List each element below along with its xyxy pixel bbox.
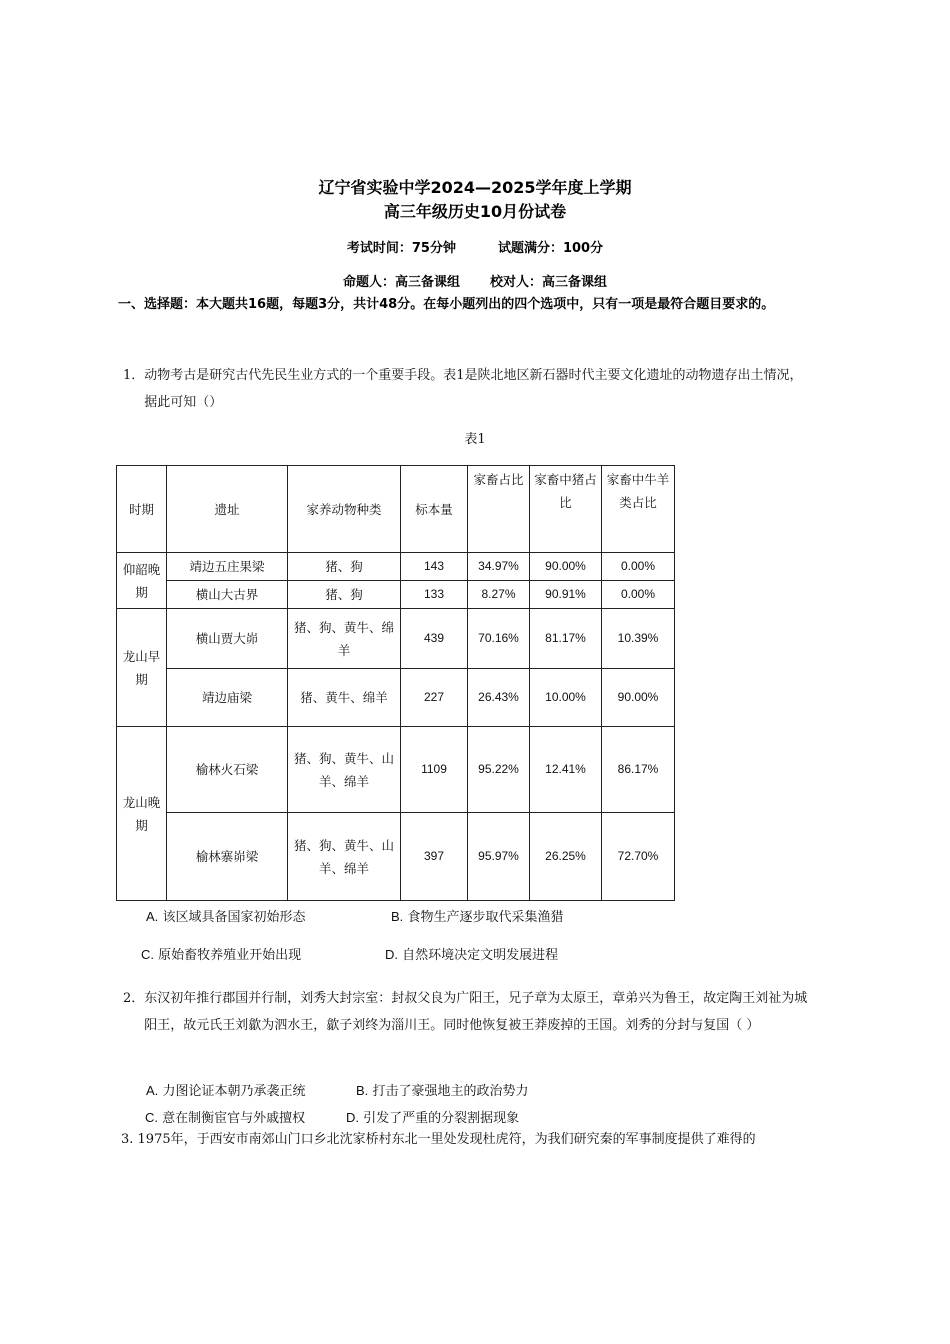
livestock-cell: 95.22% [468,727,530,813]
count-cell: 133 [401,581,468,609]
header-cell: 家畜占比 [468,466,530,553]
cattle-sheep-cell: 72.70% [602,813,675,901]
q2-option-a[interactable] [146,1080,305,1099]
option-text: 力图论证本朝乃承袭正统 [162,1084,306,1099]
animals-cell: 猪、狗 [288,553,401,581]
option-letter: D. [385,947,398,962]
table-row [117,727,675,813]
option-letter: A. [146,1083,159,1098]
author: 命题人：高三备课组 [342,275,460,290]
question-number: 2． [123,991,145,1006]
full-score: 试题满分：100分 [497,241,604,256]
exam-meta [0,237,950,256]
animals-cell: 猪、狗、黄牛、绵羊 [288,609,401,669]
animals-cell: 猪、狗、黄牛、山羊、绵羊 [288,813,401,901]
q1-option-c[interactable] [141,944,301,963]
site-cell: 榆林寨峁梁 [167,813,288,901]
livestock-cell: 26.43% [468,669,530,727]
table-row [117,669,675,727]
exam-time: 考试时间：75分钟 [346,241,456,256]
animals-cell: 猪、黄牛、绵羊 [288,669,401,727]
q1-option-d[interactable] [385,944,558,963]
table-row [117,581,675,609]
title-line-1: 辽宁省实验中学2024—2025学年度上学期 [318,178,632,197]
question-2 [123,985,813,1039]
pig-cell: 90.91% [530,581,602,609]
question-stem: 动物考古是研究古代先民生业方式的一个重要手段。表1是陕北地区新石器时代主要文化遗址的动物遗存出土情况，据此可知（） [144,368,803,410]
option-text: 自然环境决定文明发展进程 [402,948,559,963]
header-cell: 家畜中牛羊类占比 [602,466,675,553]
header-cell: 遗址 [167,466,288,553]
livestock-cell: 8.27% [468,581,530,609]
pig-cell: 10.00% [530,669,602,727]
question-stem: 东汉初年推行郡国并行制，刘秀大封宗室：封叔父良为广阳王，兄子章为太原王，章弟兴为鲁王，故定陶王刘祉为城阳王，故元氏王刘歙为泗水王，歙子刘终为淄川王。同时他恢复被王莽废掉的王国。刘秀的分封与复国（ ） [144,991,808,1033]
pig-cell: 12.41% [530,727,602,813]
header-cell: 时期 [117,466,167,553]
site-cell: 横山贾大峁 [167,609,288,669]
table-row [117,813,675,901]
option-letter: B. [391,909,404,924]
animals-cell: 猪、狗 [288,581,401,609]
cattle-sheep-cell: 86.17% [602,727,675,813]
cattle-sheep-cell: 0.00% [602,553,675,581]
header-cell: 家畜中猪占比 [530,466,602,553]
q2-option-c[interactable] [145,1107,305,1126]
animals-cell: 猪、狗、黄牛、山羊、绵羊 [288,727,401,813]
livestock-cell: 95.97% [468,813,530,901]
site-cell: 榆林火石梁 [167,727,288,813]
cattle-sheep-cell: 0.00% [602,581,675,609]
q1-option-b[interactable] [391,906,563,925]
count-cell: 1109 [401,727,468,813]
table-row [117,553,675,581]
table-caption: 表1 [464,432,486,447]
count-cell: 397 [401,813,468,901]
period-cell: 龙山晚期 [117,727,167,901]
title-line-2: 高三年级历史10月份试卷 [383,202,567,221]
option-letter: B. [356,1083,369,1098]
option-text: 引发了严重的分裂割据现象 [363,1111,520,1126]
option-letter: D. [346,1110,359,1125]
authors [0,271,950,290]
reviewer: 校对人：高三备课组 [490,275,608,290]
question-number: 1． [123,368,145,383]
header-cell: 家养动物种类 [288,466,401,553]
animal-remains-table [116,465,675,901]
pig-cell: 90.00% [530,553,602,581]
cattle-sheep-cell: 90.00% [602,669,675,727]
count-cell: 439 [401,609,468,669]
period-cell: 龙山早期 [117,609,167,727]
table-row [117,609,675,669]
header-cell: 标本量 [401,466,468,553]
option-text: 原始畜牧养殖业开始出现 [158,948,302,963]
period-cell: 仰韶晚期 [117,553,167,609]
q2-option-d[interactable] [346,1107,519,1126]
option-text: 意在制衡宦官与外戚擅权 [162,1111,306,1126]
option-text: 打击了豪强地主的政治势力 [372,1084,529,1099]
q2-option-b[interactable] [356,1080,528,1099]
option-letter: C. [141,947,154,962]
count-cell: 143 [401,553,468,581]
site-cell: 横山大古界 [167,581,288,609]
q1-option-a[interactable] [146,906,305,925]
livestock-cell: 34.97% [468,553,530,581]
question-1 [123,362,813,416]
site-cell: 靖边庙梁 [167,669,288,727]
option-letter: A. [146,909,159,924]
site-cell: 靖边五庄果梁 [167,553,288,581]
cattle-sheep-cell: 10.39% [602,609,675,669]
section-heading: 一、选择题：本大题共16题，每题3分，共计48分。在每小题列出的四个选项中，只有一项是最符合题目要求的。 [118,297,775,312]
livestock-cell: 70.16% [468,609,530,669]
option-text: 该区域具备国家初始形态 [162,910,306,925]
question-3: 3. 1975年，于西安市南郊山门口乡北沈家桥村东北一里处发现杜虎符，为我们研究秦的军事制度提供了难得的 [121,1132,756,1147]
pig-cell: 26.25% [530,813,602,901]
option-text: 食物生产逐步取代采集渔猎 [407,910,564,925]
pig-cell: 81.17% [530,609,602,669]
table-header-row [117,466,675,553]
option-letter: C. [145,1110,158,1125]
count-cell: 227 [401,669,468,727]
